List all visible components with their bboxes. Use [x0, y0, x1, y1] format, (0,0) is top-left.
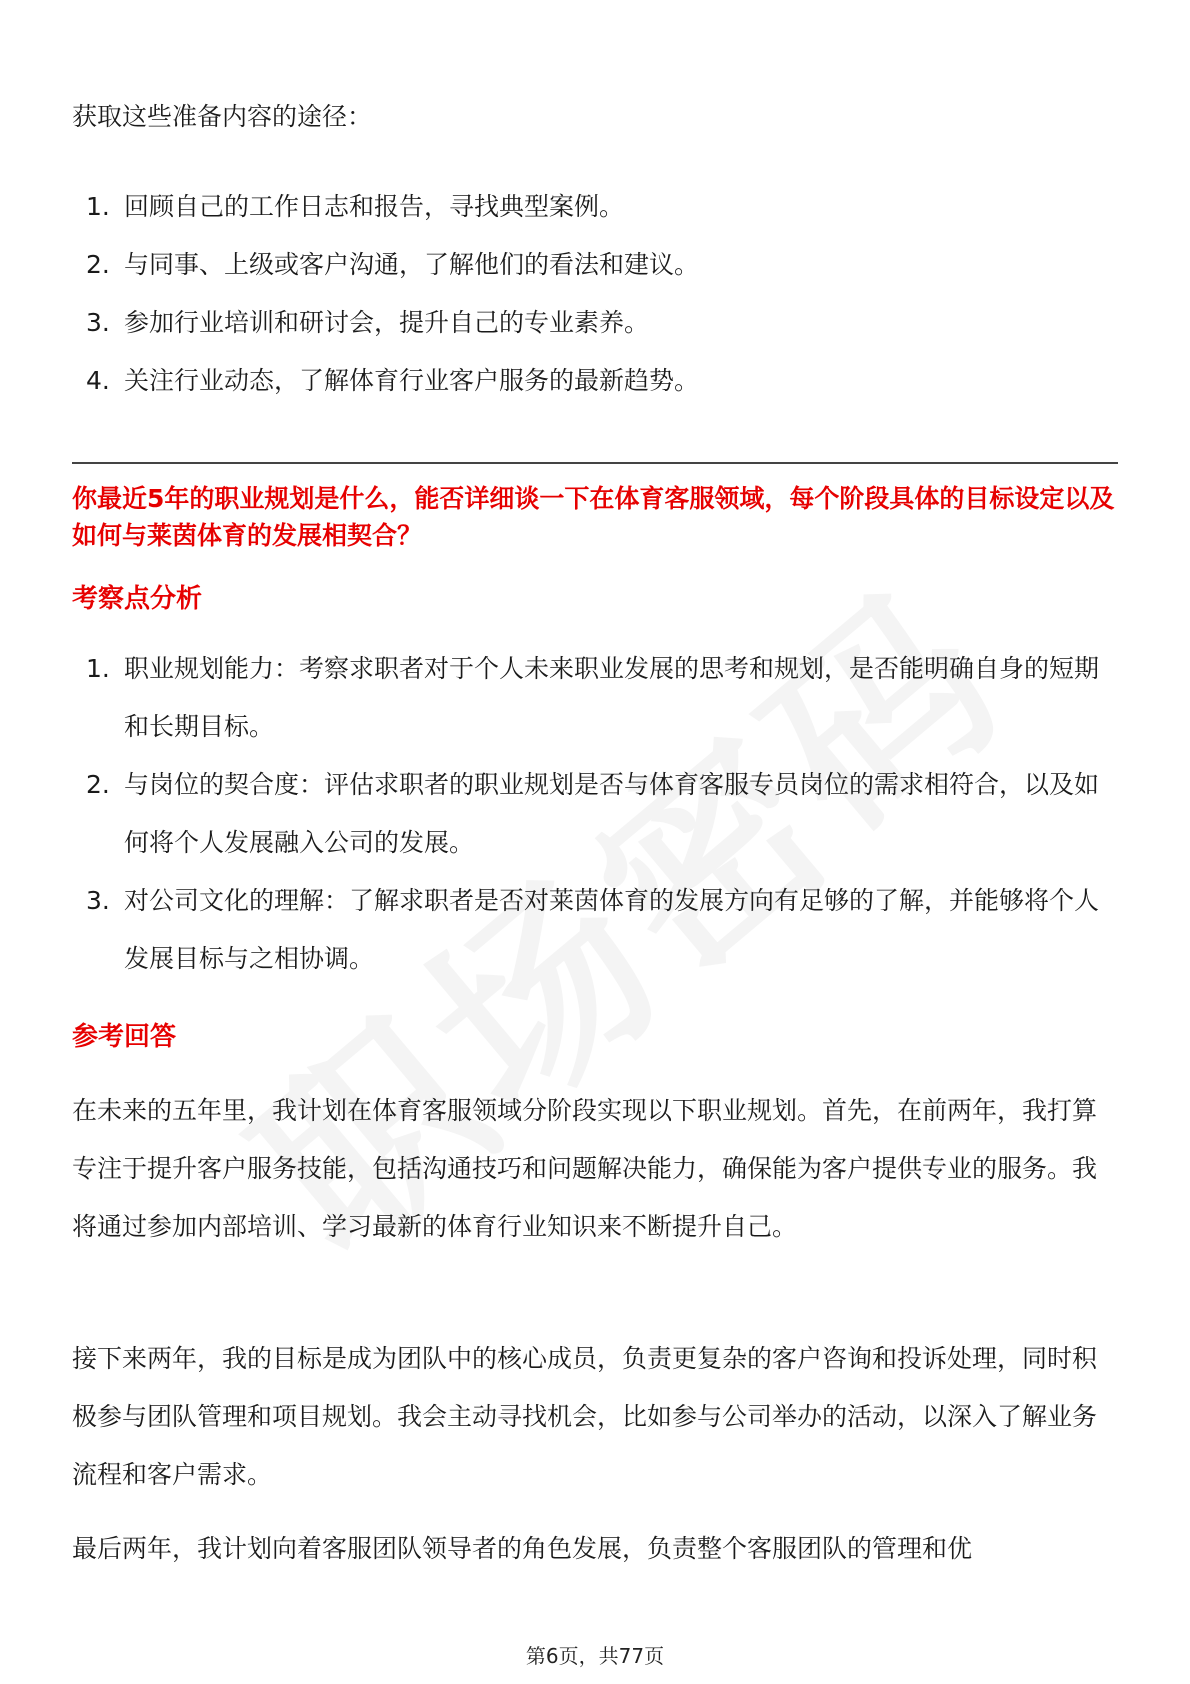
- list-item: [72, 640, 1118, 756]
- list-number: 3.: [86, 308, 110, 337]
- list-number: 1.: [86, 192, 110, 221]
- answer-paragraph: 在未来的五年里，我计划在体育客服领域分阶段实现以下职业规划。首先，在前两年，我打算专注于提升客户服务技能，包括沟通技巧和问题解决能力，确保能为客户提供专业的服务。我将通过参加内部培训、学习最新的体育行业知识来不断提升自己。: [72, 1096, 1098, 1241]
- list-number: 2.: [86, 250, 110, 279]
- page-footer: 第6页，共77页: [525, 1644, 665, 1668]
- list-text: 对公司文化的理解：了解求职者是否对莱茵体育的发展方向有足够的了解，并能够将个人发展目标与之相协调。: [124, 886, 1100, 973]
- list-text: 回顾自己的工作日志和报告，寻找典型案例。: [124, 192, 625, 221]
- list-text: 与岗位的契合度：评估求职者的职业规划是否与体育客服专员岗位的需求相符合，以及如何将个人发展融入公司的发展。: [124, 770, 1100, 857]
- preparation-methods-list: [72, 178, 1118, 410]
- list-item: [72, 236, 1118, 294]
- list-number: 2.: [86, 770, 110, 799]
- list-number: 1.: [86, 654, 110, 683]
- list-number: 3.: [86, 886, 110, 915]
- list-item: [72, 178, 1118, 236]
- section-title-analysis: 考察点分析: [72, 584, 203, 614]
- answer-paragraph: 最后两年，我计划向着客服团队领导者的角色发展，负责整个客服团队的管理和优: [72, 1534, 973, 1563]
- document-page: [72, 0, 1118, 1684]
- list-number: 4.: [86, 366, 110, 395]
- interview-question: 你最近5年的职业规划是什么，能否详细谈一下在体育客服领域，每个阶段具体的目标设定以及如何与莱茵体育的发展相契合？: [72, 484, 1115, 550]
- list-text: 与同事、上级或客户沟通，了解他们的看法和建议。: [124, 250, 700, 279]
- analysis-points-list: [72, 640, 1118, 988]
- list-text: 参加行业培训和研讨会，提升自己的专业素养。: [124, 308, 650, 337]
- intro-text: 获取这些准备内容的途径：: [72, 102, 373, 131]
- answer-paragraph: 接下来两年，我的目标是成为团队中的核心成员，负责更复杂的客户咨询和投诉处理，同时积极参与团队管理和项目规划。我会主动寻找机会，比如参与公司举办的活动，以深入了解业务流程和客户需求。: [72, 1344, 1098, 1489]
- section-title-answer: 参考回答: [72, 1022, 177, 1052]
- list-text: 职业规划能力：考察求职者对于个人未来职业发展的思考和规划，是否能明确自身的短期和长期目标。: [124, 654, 1100, 741]
- list-item: [72, 872, 1118, 988]
- section-divider: [72, 462, 1118, 464]
- list-item: [72, 294, 1118, 352]
- list-item: [72, 756, 1118, 872]
- list-text: 关注行业动态，了解体育行业客户服务的最新趋势。: [124, 366, 700, 395]
- list-item: [72, 352, 1118, 410]
